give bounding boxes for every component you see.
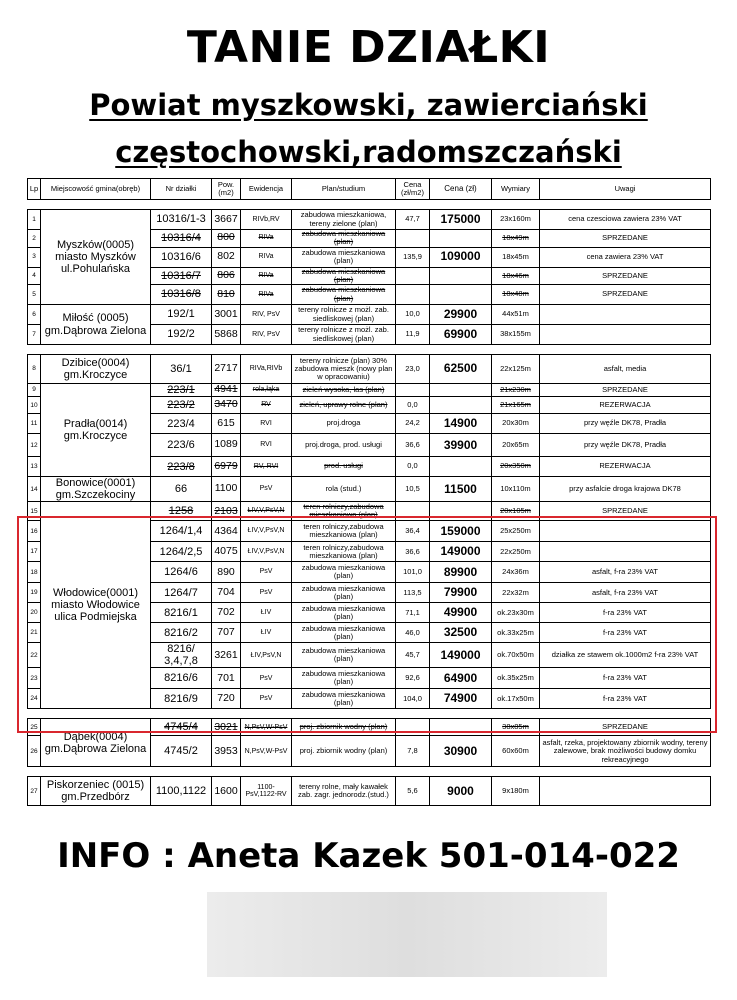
cell-dimensions: 20x105m bbox=[492, 502, 540, 521]
highlight-box bbox=[17, 516, 717, 733]
cell-lp: 21 bbox=[28, 623, 41, 643]
cell-dimensions: 60x60m bbox=[492, 736, 540, 767]
cell-price-per-m2: 135,9 bbox=[396, 247, 430, 267]
cell-plot-number: 8216/6 bbox=[151, 668, 212, 689]
cell-notes: asfalt, f-ra 23% VAT bbox=[540, 562, 711, 583]
cell-dimensions: 18x45m bbox=[492, 247, 540, 267]
cell-price-per-m2: 47,7 bbox=[396, 210, 430, 230]
cell-price: 29900 bbox=[430, 305, 492, 325]
cell-plan: zabudowa mieszkaniowa (plan) bbox=[292, 285, 396, 305]
cell-price-per-m2: 11,9 bbox=[396, 325, 430, 345]
cell-area: 2717 bbox=[212, 355, 241, 384]
cell-plot-number: 1264/2,5 bbox=[151, 542, 212, 562]
cell-area: 615 bbox=[212, 414, 241, 434]
cell-lp: 24 bbox=[28, 689, 41, 709]
page-title: TANIE DZIAŁKI bbox=[186, 22, 551, 73]
cell-dimensions: 22x125m bbox=[492, 355, 540, 384]
cell-dimensions: 20x350m bbox=[492, 457, 540, 477]
cell-lp: 6 bbox=[28, 305, 41, 325]
cell-lp: 4 bbox=[28, 267, 41, 285]
cell-notes: SPRZEDANE bbox=[540, 502, 711, 521]
cell-lp: 7 bbox=[28, 325, 41, 345]
cell-records: PsV bbox=[241, 689, 292, 709]
cell-price-per-m2: 0,0 bbox=[396, 397, 430, 414]
cell-plot-number: 66 bbox=[151, 477, 212, 502]
cell-price bbox=[430, 384, 492, 397]
cell-area: 802 bbox=[212, 247, 241, 267]
cell-plan: zabudowa mieszkaniowa (plan) bbox=[292, 668, 396, 689]
cell-lp: 3 bbox=[28, 247, 41, 267]
cell-notes: działka ze stawem ok.1000m2 f-ra 23% VAT bbox=[540, 643, 711, 668]
header-plot-number: Nr działki bbox=[151, 179, 212, 200]
cell-plot-number: 1264/1,4 bbox=[151, 521, 212, 542]
cell-price-per-m2 bbox=[396, 285, 430, 305]
cell-records: ŁIV,V,PsV,N bbox=[241, 521, 292, 542]
cell-notes: przy węźle DK78, Pradła bbox=[540, 414, 711, 434]
cell-notes bbox=[540, 325, 711, 345]
page-subtitle-line2: częstochowski,radomszczański bbox=[115, 135, 622, 169]
cell-notes: SPRZEDANE bbox=[540, 230, 711, 248]
cell-dimensions: 21x165m bbox=[492, 397, 540, 414]
cell-dimensions: 18x49m bbox=[492, 230, 540, 248]
cell-dimensions: 25x250m bbox=[492, 521, 540, 542]
cell-plot-number: 8216/1 bbox=[151, 603, 212, 623]
cell-plan: proj. zbiornik wodny (plan) bbox=[292, 719, 396, 736]
cell-records: ŁIV,V,PsV,N bbox=[241, 502, 292, 521]
cell-price: 39900 bbox=[430, 434, 492, 457]
cell-lp: 27 bbox=[28, 777, 41, 806]
cell-plan: tereny rolnicze (plan) 30% zabudowa mieszk (nowy plan w opracowaniu) bbox=[292, 355, 396, 384]
cell-lp: 8 bbox=[28, 355, 41, 384]
cell-records: RIVa bbox=[241, 267, 292, 285]
cell-plot-number: 36/1 bbox=[151, 355, 212, 384]
cell-plot-number: 1264/7 bbox=[151, 583, 212, 603]
cell-price: 159000 bbox=[430, 521, 492, 542]
cell-plan: zieleń wysoka, las (plan) bbox=[292, 384, 396, 397]
cell-notes: f-ra 23% VAT bbox=[540, 623, 711, 643]
cell-notes: SPRZEDANE bbox=[540, 384, 711, 397]
cell-area: 800 bbox=[212, 230, 241, 248]
cell-records: RIVb,RV bbox=[241, 210, 292, 230]
cell-area: 5868 bbox=[212, 325, 241, 345]
cell-plot-number: 223/6 bbox=[151, 434, 212, 457]
blurred-area bbox=[207, 892, 607, 977]
cell-price-per-m2 bbox=[396, 230, 430, 248]
cell-lp: 11 bbox=[28, 414, 41, 434]
cell-dimensions: 23x160m bbox=[492, 210, 540, 230]
cell-records: RIVa bbox=[241, 285, 292, 305]
cell-plan: teren rolniczy,zabudowa mieszkaniowa (plan) bbox=[292, 502, 396, 521]
cell-dimensions: 22x250m bbox=[492, 542, 540, 562]
header-lp: Lp bbox=[28, 179, 41, 200]
location-cell: Pradła(0014) gm.Kroczyce bbox=[41, 384, 151, 477]
location-cell: Myszków(0005) miasto Myszków ul.Pohulańska bbox=[41, 210, 151, 305]
cell-plot-number: 8216/2 bbox=[151, 623, 212, 643]
cell-area: 1100 bbox=[212, 477, 241, 502]
cell-lp: 16 bbox=[28, 521, 41, 542]
cell-price-per-m2: 36,4 bbox=[396, 521, 430, 542]
cell-notes bbox=[540, 777, 711, 806]
cell-plot-number: 10316/6 bbox=[151, 247, 212, 267]
cell-plot-number: 10316/8 bbox=[151, 285, 212, 305]
cell-plot-number: 1100,1122 bbox=[151, 777, 212, 806]
cell-price-per-m2: 113,5 bbox=[396, 583, 430, 603]
header-location: Miejscowość gmina(obręb) bbox=[41, 179, 151, 200]
cell-area: 1089 bbox=[212, 434, 241, 457]
cell-dimensions: 20x30m bbox=[492, 414, 540, 434]
cell-lp: 1 bbox=[28, 210, 41, 230]
location-cell: Dąbek(0004) gm.Dąbrowa Zielona bbox=[41, 719, 151, 767]
cell-area: 4364 bbox=[212, 521, 241, 542]
table-row bbox=[28, 777, 711, 806]
cell-price-per-m2 bbox=[396, 384, 430, 397]
cell-records: ŁIV bbox=[241, 603, 292, 623]
cell-lp: 17 bbox=[28, 542, 41, 562]
header-plan: Plan/studium bbox=[292, 179, 396, 200]
cell-plan: zabudowa mieszkaniowa (plan) bbox=[292, 583, 396, 603]
cell-notes: SPRZEDANE bbox=[540, 267, 711, 285]
cell-records: N,PsV,W-PsV bbox=[241, 736, 292, 767]
spacer-cell bbox=[28, 200, 711, 210]
cell-plan: tereny rolnicze z możl. zab. siedliskowej (plan) bbox=[292, 325, 396, 345]
cell-dimensions: ok.17x50m bbox=[492, 689, 540, 709]
cell-plan: proj.droga, prod. usługi bbox=[292, 434, 396, 457]
cell-dimensions: 18x48m bbox=[492, 285, 540, 305]
cell-price-per-m2: 36,6 bbox=[396, 542, 430, 562]
header-notes: Uwagi bbox=[540, 179, 711, 200]
cell-price: 62500 bbox=[430, 355, 492, 384]
cell-dimensions: 9x180m bbox=[492, 777, 540, 806]
cell-lp: 13 bbox=[28, 457, 41, 477]
cell-plot-number: 10316/4 bbox=[151, 230, 212, 248]
cell-area: 806 bbox=[212, 267, 241, 285]
cell-lp: 25 bbox=[28, 719, 41, 736]
cell-price: 14900 bbox=[430, 414, 492, 434]
spacer-cell bbox=[28, 345, 711, 355]
cell-notes bbox=[540, 305, 711, 325]
cell-records: PsV bbox=[241, 477, 292, 502]
cell-notes: asfalt, rzeka, projektowany zbiornik wodny, tereny zalewowe, brak możliwości budowy domku rekreacyjnego bbox=[540, 736, 711, 767]
cell-price: 69900 bbox=[430, 325, 492, 345]
cell-plan: zabudowa mieszkaniowa (plan) bbox=[292, 689, 396, 709]
cell-records: RVI bbox=[241, 414, 292, 434]
cell-records: RV bbox=[241, 397, 292, 414]
cell-lp: 20 bbox=[28, 603, 41, 623]
cell-lp: 23 bbox=[28, 668, 41, 689]
cell-records: RIVa bbox=[241, 247, 292, 267]
cell-area: 3001 bbox=[212, 305, 241, 325]
cell-dimensions: 38x85m bbox=[492, 719, 540, 736]
cell-area: 6979 bbox=[212, 457, 241, 477]
cell-records: RIVa bbox=[241, 230, 292, 248]
cell-plan: zabudowa mieszkaniowa (plan) bbox=[292, 267, 396, 285]
header-price-per-m2: Cena (zł/m2) bbox=[396, 179, 430, 200]
cell-plan: rola (stud.) bbox=[292, 477, 396, 502]
cell-plot-number: 8216/ 3,4,7,8 bbox=[151, 643, 212, 668]
cell-notes: REZERWACJA bbox=[540, 457, 711, 477]
cell-lp: 26 bbox=[28, 736, 41, 767]
header-price: Cena (zł) bbox=[430, 179, 492, 200]
cell-price: 32500 bbox=[430, 623, 492, 643]
cell-price-per-m2: 71,1 bbox=[396, 603, 430, 623]
cell-price: 149000 bbox=[430, 643, 492, 668]
cell-plan: tereny rolnicze z możl. zab. siedliskowej (plan) bbox=[292, 305, 396, 325]
cell-area: 3953 bbox=[212, 736, 241, 767]
page-subtitle-line1: Powiat myszkowski, zawierciański bbox=[89, 88, 648, 122]
cell-notes: SPRZEDANE bbox=[540, 285, 711, 305]
cell-area: 890 bbox=[212, 562, 241, 583]
table-header-row bbox=[28, 179, 711, 200]
cell-records: ŁIV,V,PsV,N bbox=[241, 542, 292, 562]
cell-price bbox=[430, 457, 492, 477]
table-spacer bbox=[28, 767, 711, 777]
table-row bbox=[28, 355, 711, 384]
cell-lp: 14 bbox=[28, 477, 41, 502]
cell-price: 89900 bbox=[430, 562, 492, 583]
cell-plot-number: 192/2 bbox=[151, 325, 212, 345]
location-cell: Bonowice(0001) gm.Szczekociny bbox=[41, 477, 151, 502]
cell-notes: przy węźle DK78, Pradła bbox=[540, 434, 711, 457]
cell-area: 720 bbox=[212, 689, 241, 709]
cell-plot-number: 4745/2 bbox=[151, 736, 212, 767]
cell-price-per-m2 bbox=[396, 267, 430, 285]
cell-dimensions: 44x51m bbox=[492, 305, 540, 325]
cell-price: 109000 bbox=[430, 247, 492, 267]
cell-plot-number: 223/8 bbox=[151, 457, 212, 477]
cell-price bbox=[430, 397, 492, 414]
cell-plan: proj. zbiornik wodny (plan) bbox=[292, 736, 396, 767]
location-cell: Włodowice(0001) miasto Włodowice ulica Podmiejska bbox=[41, 502, 151, 709]
table-row bbox=[28, 384, 711, 397]
cell-lp: 15 bbox=[28, 502, 41, 521]
cell-lp: 18 bbox=[28, 562, 41, 583]
cell-plot-number: 223/4 bbox=[151, 414, 212, 434]
cell-price-per-m2: 36,6 bbox=[396, 434, 430, 457]
location-cell: Miłość (0005) gm.Dąbrowa Zielona bbox=[41, 305, 151, 345]
cell-price-per-m2: 101,0 bbox=[396, 562, 430, 583]
cell-notes: f-ra 23% VAT bbox=[540, 689, 711, 709]
cell-price-per-m2: 0,0 bbox=[396, 457, 430, 477]
cell-notes: asfalt, f-ra 23% VAT bbox=[540, 583, 711, 603]
cell-price: 79900 bbox=[430, 583, 492, 603]
cell-plan: zabudowa mieszkaniowa (plan) bbox=[292, 643, 396, 668]
cell-plan: tereny rolne, mały kawałek zab. zagr. jednorodz.(stud.) bbox=[292, 777, 396, 806]
cell-records: PsV bbox=[241, 668, 292, 689]
cell-price: 64900 bbox=[430, 668, 492, 689]
contact-info: INFO : Aneta Kazek 501-014-022 bbox=[57, 836, 680, 876]
cell-price bbox=[430, 230, 492, 248]
cell-price: 9000 bbox=[430, 777, 492, 806]
cell-plot-number: 4745/4 bbox=[151, 719, 212, 736]
cell-area: 4941 bbox=[212, 384, 241, 397]
cell-area: 707 bbox=[212, 623, 241, 643]
cell-lp: 10 bbox=[28, 397, 41, 414]
cell-lp: 5 bbox=[28, 285, 41, 305]
cell-plan: prod. usługi bbox=[292, 457, 396, 477]
cell-plan: teren rolniczy,zabudowa mieszkaniowa (plan) bbox=[292, 542, 396, 562]
cell-lp: 19 bbox=[28, 583, 41, 603]
cell-lp: 9 bbox=[28, 384, 41, 397]
cell-records: ŁIV bbox=[241, 623, 292, 643]
cell-notes: f-ra 23% VAT bbox=[540, 603, 711, 623]
cell-plan: zabudowa mieszkaniowa (plan) bbox=[292, 562, 396, 583]
cell-area: 3261 bbox=[212, 643, 241, 668]
cell-records: RV, RVI bbox=[241, 457, 292, 477]
cell-dimensions: 20x65m bbox=[492, 434, 540, 457]
cell-dimensions: 24x36m bbox=[492, 562, 540, 583]
cell-plan: zabudowa mieszkaniowa (plan) bbox=[292, 230, 396, 248]
cell-price-per-m2: 46,0 bbox=[396, 623, 430, 643]
spacer-cell bbox=[28, 767, 711, 777]
cell-price-per-m2: 24,2 bbox=[396, 414, 430, 434]
cell-lp: 2 bbox=[28, 230, 41, 248]
cell-plot-number: 1264/6 bbox=[151, 562, 212, 583]
cell-price-per-m2: 45,7 bbox=[396, 643, 430, 668]
table-row bbox=[28, 305, 711, 325]
table-row bbox=[28, 477, 711, 502]
cell-notes: przy asfalcie droga krajowa DK78 bbox=[540, 477, 711, 502]
cell-area: 704 bbox=[212, 583, 241, 603]
cell-area: 810 bbox=[212, 285, 241, 305]
cell-notes: f-ra 23% VAT bbox=[540, 668, 711, 689]
cell-price-per-m2: 92,6 bbox=[396, 668, 430, 689]
cell-area: 4075 bbox=[212, 542, 241, 562]
cell-price: 149000 bbox=[430, 542, 492, 562]
cell-plot-number: 10316/7 bbox=[151, 267, 212, 285]
cell-price: 74900 bbox=[430, 689, 492, 709]
cell-price: 49900 bbox=[430, 603, 492, 623]
cell-records: RIV, PsV bbox=[241, 325, 292, 345]
cell-area: 701 bbox=[212, 668, 241, 689]
cell-area: 702 bbox=[212, 603, 241, 623]
cell-dimensions: 22x32m bbox=[492, 583, 540, 603]
cell-price-per-m2: 10,0 bbox=[396, 305, 430, 325]
cell-plot-number: 10316/1-3 bbox=[151, 210, 212, 230]
cell-dimensions: 38x155m bbox=[492, 325, 540, 345]
cell-records: rola,łąka bbox=[241, 384, 292, 397]
cell-records: RVI bbox=[241, 434, 292, 457]
cell-lp: 22 bbox=[28, 643, 41, 668]
cell-plan: zabudowa mieszkaniowa (plan) bbox=[292, 623, 396, 643]
cell-dimensions: 21x230m bbox=[492, 384, 540, 397]
cell-price-per-m2: 23,0 bbox=[396, 355, 430, 384]
cell-dimensions: 10x110m bbox=[492, 477, 540, 502]
cell-plot-number: 192/1 bbox=[151, 305, 212, 325]
cell-price-per-m2: 7,8 bbox=[396, 736, 430, 767]
cell-price-per-m2: 10,5 bbox=[396, 477, 430, 502]
cell-price-per-m2: 5,6 bbox=[396, 777, 430, 806]
header-records: Ewidencja bbox=[241, 179, 292, 200]
cell-plan: zieleń, uprawy rolne (plan) bbox=[292, 397, 396, 414]
table-spacer bbox=[28, 345, 711, 355]
table-spacer bbox=[28, 200, 711, 210]
cell-price: 175000 bbox=[430, 210, 492, 230]
cell-price bbox=[430, 267, 492, 285]
cell-area: 1600 bbox=[212, 777, 241, 806]
location-cell: Piskorzeniec (0015) gm.Przedbórz bbox=[41, 777, 151, 806]
cell-dimensions: ok.33x25m bbox=[492, 623, 540, 643]
cell-records: ŁIV,PsV,N bbox=[241, 643, 292, 668]
cell-notes: cena czesciowa zawiera 23% VAT bbox=[540, 210, 711, 230]
cell-area: 3470 bbox=[212, 397, 241, 414]
cell-notes: cena zawiera 23% VAT bbox=[540, 247, 711, 267]
cell-price-per-m2: 104,0 bbox=[396, 689, 430, 709]
cell-lp: 12 bbox=[28, 434, 41, 457]
cell-dimensions: ok.70x50m bbox=[492, 643, 540, 668]
cell-records: PsV bbox=[241, 583, 292, 603]
cell-records: N,PsV,W-PsV bbox=[241, 719, 292, 736]
cell-plot-number: 8216/9 bbox=[151, 689, 212, 709]
header-dimensions: Wymiary bbox=[492, 179, 540, 200]
cell-records: PsV bbox=[241, 562, 292, 583]
cell-price: 11500 bbox=[430, 477, 492, 502]
header-area: Pow. (m2) bbox=[212, 179, 241, 200]
cell-plan: zabudowa mieszkaniowa (plan) bbox=[292, 603, 396, 623]
cell-plan: teren rolniczy,zabudowa mieszkaniowa (plan) bbox=[292, 521, 396, 542]
cell-notes: asfalt, media bbox=[540, 355, 711, 384]
cell-dimensions: ok.23x30m bbox=[492, 603, 540, 623]
cell-plan: proj.droga bbox=[292, 414, 396, 434]
location-cell: Dzibice(0004) gm.Kroczyce bbox=[41, 355, 151, 384]
cell-area: 2103 bbox=[212, 502, 241, 521]
cell-area: 3021 bbox=[212, 719, 241, 736]
cell-plot-number: 223/2 bbox=[151, 397, 212, 414]
cell-notes: REZERWACJA bbox=[540, 397, 711, 414]
cell-price bbox=[430, 285, 492, 305]
cell-plan: zabudowa mieszkaniowa, tereny zielone (plan) bbox=[292, 210, 396, 230]
cell-dimensions: ok.35x25m bbox=[492, 668, 540, 689]
table-row bbox=[28, 210, 711, 230]
cell-records: RIVa,RIVb bbox=[241, 355, 292, 384]
cell-plan: zabudowa mieszkaniowa (plan) bbox=[292, 247, 396, 267]
cell-dimensions: 18x46m bbox=[492, 267, 540, 285]
cell-plot-number: 1258 bbox=[151, 502, 212, 521]
cell-area: 3667 bbox=[212, 210, 241, 230]
cell-plot-number: 223/1 bbox=[151, 384, 212, 397]
cell-notes: SPRZEDANE bbox=[540, 719, 711, 736]
cell-records: RIV, PsV bbox=[241, 305, 292, 325]
cell-records: 1100-PsV,1122-RV bbox=[241, 777, 292, 806]
cell-price: 30900 bbox=[430, 736, 492, 767]
